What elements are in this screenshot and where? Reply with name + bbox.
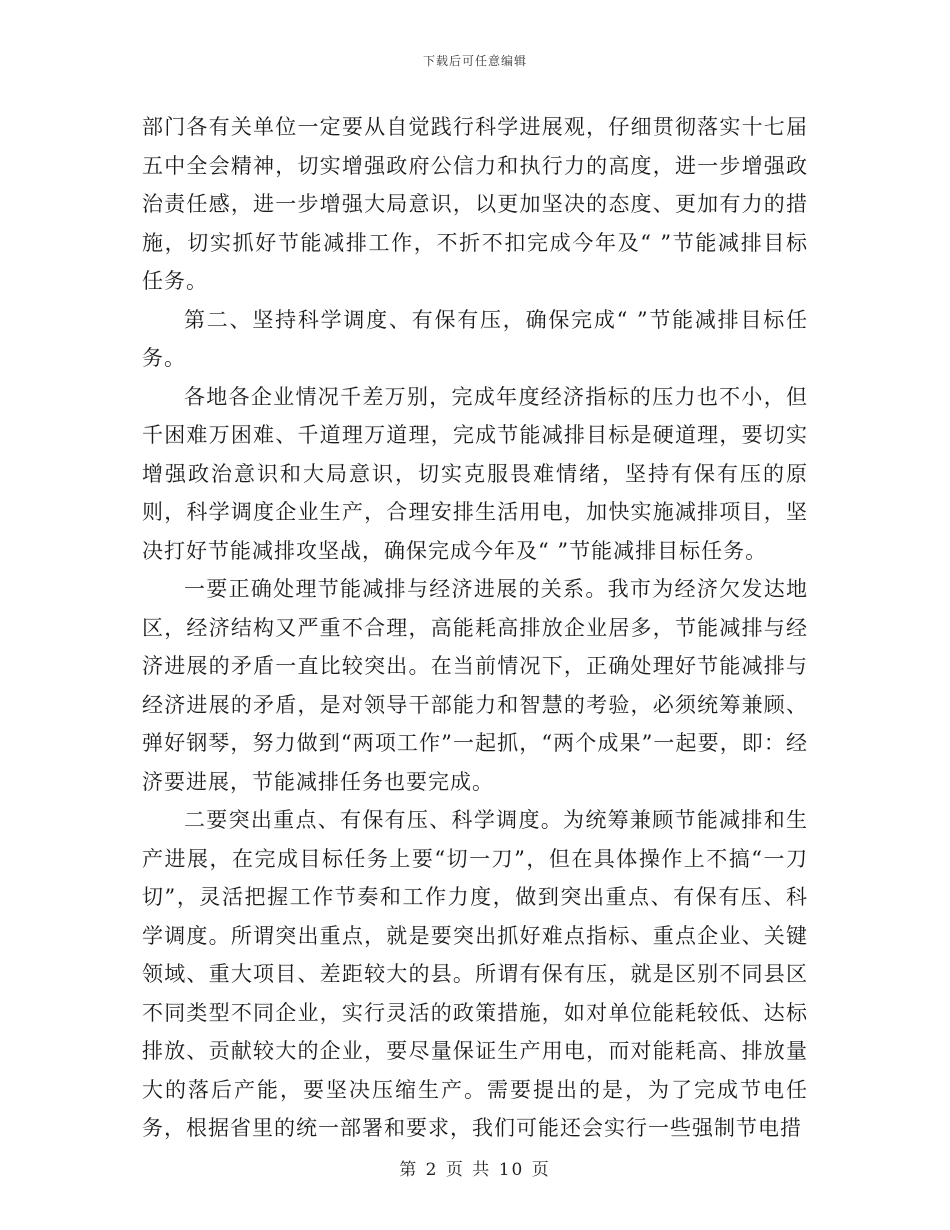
paragraph-4: 一要正确处理节能减排与经济进展的关系。我市为经济欠发达地区，经济结构又严重不合理，高能耗高排放企业居多，节能减排与经济进展的矛盾一直比较突出。在当前情况下，正确处理好节能减排与经济进展的矛盾，是对领导干部能力和智慧的考验，必须统筹兼顾、弹好钢琴，努力做到“两项工作”一起抓，“两个成果”一起要，即：经济要进展，节能减排任务也要完成。	[142, 577, 808, 794]
page-number-footer: 第 2 页 共 10 页	[399, 1160, 551, 1180]
paragraph-1: 部门各有关单位一定要从自觉践行科学进展观，仔细贯彻落实十七届五中全会精神，切实增强政府公信力和执行力的高度，进一步增强政治责任感，进一步增强大局意识，以更加坚决的态度、更加有力的措施，切实抓好节能减排工作，不折不扣完成今年及“ ”节能减排目标任务。	[142, 115, 808, 293]
page-header: 下载后可任意编辑	[422, 54, 527, 68]
paragraph-2: 第二、坚持科学调度、有保有压，确保完成“ ”节能减排目标任务。	[142, 307, 808, 370]
paragraph-3: 各地各企业情况千差万别，完成年度经济指标的压力也不小，但千困难万困难、千道理万道理，完成节能减排目标是硬道理，要切实增强政治意识和大局意识，切实克服畏难情绪，坚持有保有压的原则，科学调度企业生产，合理安排生活用电，加快实施减排项目，坚决打好节能减排攻坚战，确保完成今年及“ ”节能减排目标任务。	[142, 384, 808, 563]
document-body	[142, 108, 808, 1148]
paragraph-5: 二要突出重点、有保有压、科学调度。为统筹兼顾节能减排和生产进展，在完成目标任务上要“切一刀”，但在具体操作上不搞“一刀切”，灵活把握工作节奏和工作力度，做到突出重点、有保有压、科学调度。所谓突出重点，就是要突出抓好难点指标、重点企业、关键领域、重大项目、差距较大的县。所谓有保有压，就是区别不同县区不同类型不同企业，实行灵活的政策措施，如对单位能耗较低、达标排放、贡献较大的企业，要尽量保证生产用电，而对能耗高、排放量大的落后产能，要坚决压缩生产。需要提出的是，为了完成节电任务，根据省里的统一部署和要求，我们可能还会实行一些强制节电措	[142, 808, 808, 1140]
